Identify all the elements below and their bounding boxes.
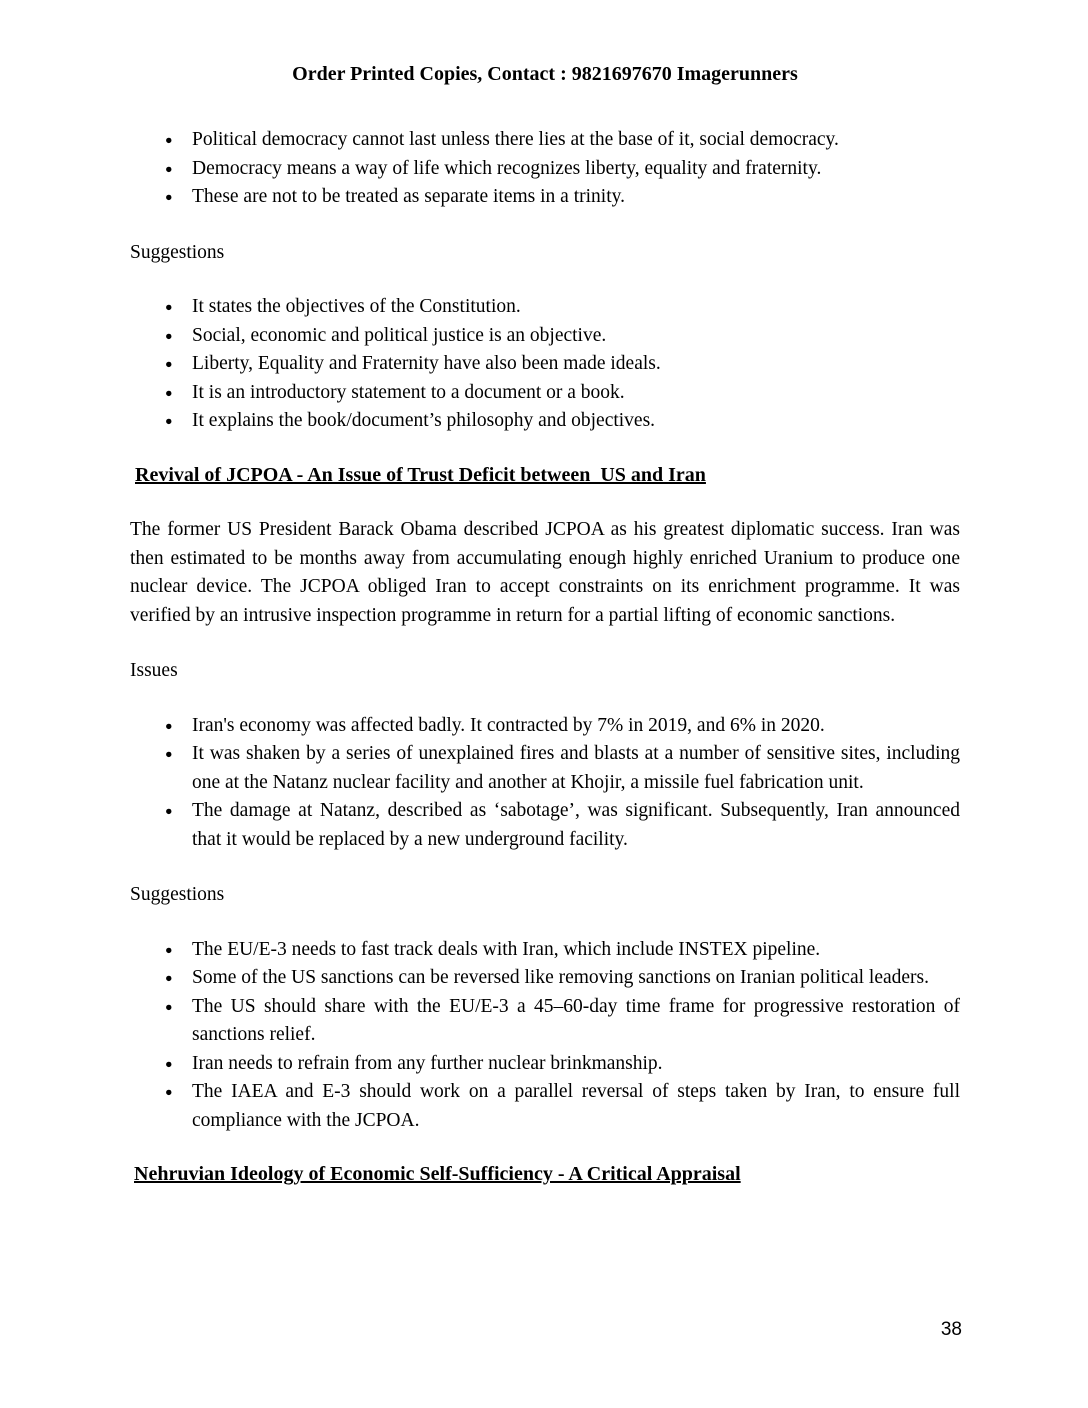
bullet-item: ● The EU/E-3 needs to fast track deals with Iran, which include INSTEX pipeline.	[192, 936, 960, 965]
jcpoa-issues-list	[130, 712, 960, 855]
preamble-bullet-list	[130, 126, 960, 212]
nehruvian-section-heading: Nehruvian Ideology of Economic Self-Sufficiency - A Critical Appraisal	[134, 1163, 741, 1185]
bullet-item: ● It was shaken by a series of unexplained fires and blasts at a number of sensitive sites, including one at the Natanz nuclear facility and another at Khojir, a missile fuel fabrication unit.	[192, 740, 960, 797]
bullet-item: ● Liberty, Equality and Fraternity have also been made ideals.	[192, 350, 960, 379]
bullet-item: ● The IAEA and E-3 should work on a parallel reversal of steps taken by Iran, to ensure full compliance with the JCPOA.	[192, 1078, 960, 1135]
bullet-item: ● The US should share with the EU/E-3 a 45–60-day time frame for progressive restoration of sanctions relief.	[192, 993, 960, 1050]
preamble-suggestions-list	[130, 293, 960, 436]
bullet-item: ● Iran needs to refrain from any further nuclear brinkmanship.	[192, 1050, 960, 1079]
bullet-item: ● Democracy means a way of life which recognizes liberty, equality and fraternity.	[192, 155, 960, 184]
jcpoa-section-heading: Revival of JCPOA - An Issue of Trust Deficit between US and Iran	[135, 463, 706, 486]
suggestions-heading-preamble: Suggestions	[130, 241, 225, 263]
bullet-item: ● It is an introductory statement to a document or a book.	[192, 379, 960, 408]
jcpoa-suggestions-list	[130, 936, 960, 1136]
bullet-item: ● Social, economic and political justice is an objective.	[192, 322, 960, 351]
document-header: Order Printed Copies, Contact : 9821697670 Imagerunners	[292, 63, 798, 85]
bullet-item: ● Political democracy cannot last unless there lies at the base of it, social democracy.	[192, 126, 960, 155]
issues-heading: Issues	[130, 660, 178, 681]
jcpoa-intro-paragraph: The former US President Barack Obama described JCPOA as his greatest diplomatic success. Iran was then estimated to be months away from accumulating enough highly enriched Uranium to produce one nuclear device. The JCPOA obliged Iran to accept constraints on its enrichment programme. It was verified by an intrusive inspection programme in return for a partial lifting of economic sanctions.	[130, 519, 960, 626]
suggestions-heading-jcpoa: Suggestions	[130, 884, 225, 905]
bullet-item: ● Iran's economy was affected badly. It contracted by 7% in 2019, and 6% in 2020.	[192, 712, 960, 741]
bullet-item: ● Some of the US sanctions can be reversed like removing sanctions on Iranian political leaders.	[192, 964, 960, 993]
bullet-item: ● These are not to be treated as separate items in a trinity.	[192, 183, 960, 212]
page-number: 38	[940, 1319, 962, 1340]
bullet-item: ● It states the objectives of the Constitution.	[192, 293, 960, 322]
bullet-item: ● The damage at Natanz, described as ‘sabotage’, was significant. Subsequently, Iran announced that it would be replaced by a new underground facility.	[192, 797, 960, 854]
bullet-item: ● It explains the book/document’s philosophy and objectives.	[192, 407, 960, 436]
